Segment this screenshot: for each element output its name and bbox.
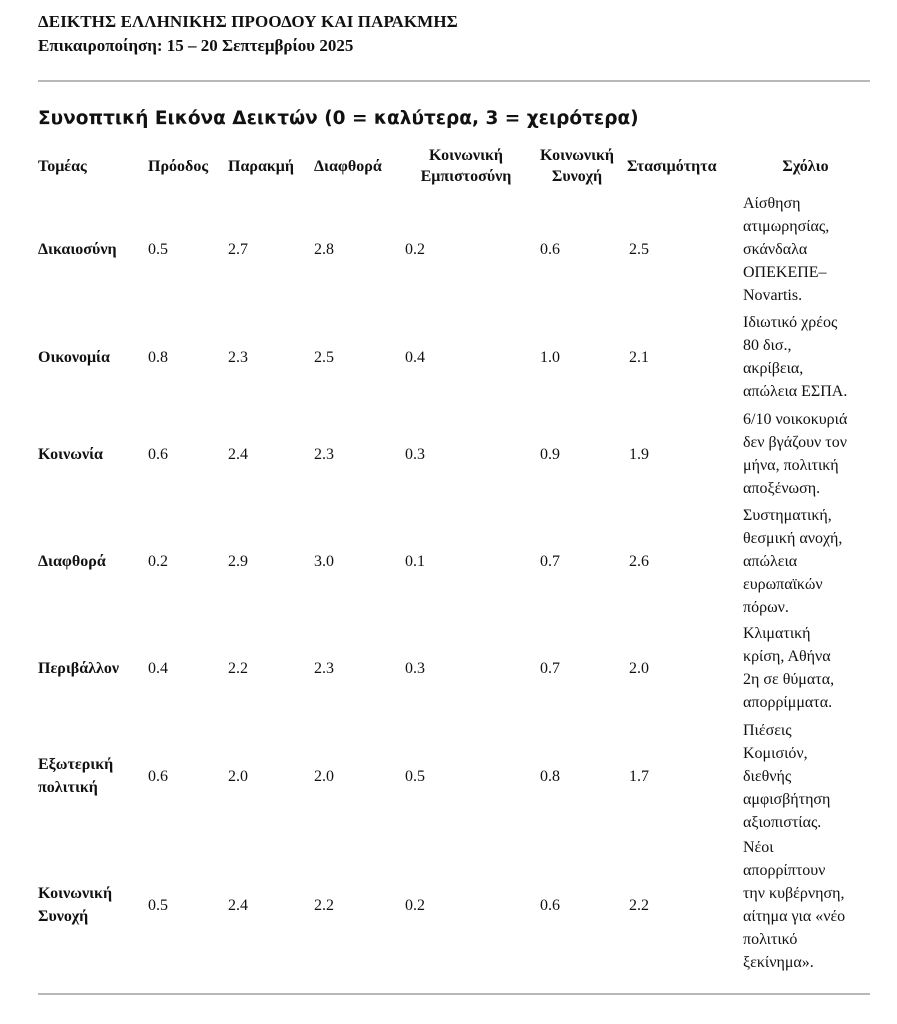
comment-line: πόρων. [743, 598, 789, 616]
header-comment: Σχόλιο [782, 157, 829, 175]
sector-cell [38, 190, 148, 308]
comment-line: Αίσθηση [743, 194, 801, 212]
stagnation-value: 2.0 [629, 659, 649, 677]
comment-line: 6/10 νοικοκυριά [743, 411, 848, 428]
corruption-value: 2.5 [314, 348, 334, 366]
table-row [38, 716, 868, 836]
progress-value: 0.5 [148, 240, 168, 258]
progress-value: 0.6 [148, 767, 168, 785]
document-title: ΔΕΙΚΤΗΣ ΕΛΛΗΝΙΚΗΣ ΠΡΟΟΔΟΥ ΚΑΙ ΠΑΡΑΚΜΗΣ [38, 12, 458, 31]
comment-line: Κλιματική [743, 625, 811, 642]
comment-line: διεθνής [743, 767, 792, 785]
progress-value: 0.5 [148, 896, 168, 914]
table-row [38, 406, 868, 502]
comment-line: Novartis. [743, 286, 803, 304]
progress-value: 0.2 [148, 552, 168, 570]
header-stagnation: Στασιμότητα [627, 157, 717, 175]
comment-cell [743, 620, 868, 716]
corruption-value: 2.2 [314, 896, 334, 914]
comment-line: πολιτικό [743, 931, 798, 948]
sector-cell [38, 406, 148, 502]
table-header-row [38, 142, 868, 190]
social-cohesion-value: 0.6 [540, 240, 560, 258]
sector-name: Δικαιοσύνη [38, 240, 117, 258]
header-social-trust [405, 142, 527, 190]
comment-line: Συστηματική, [743, 506, 832, 524]
comment-line: αποξένωση. [743, 480, 821, 497]
sector-name: Συνοχή [38, 908, 89, 925]
comment-cell [743, 190, 868, 308]
social-trust-value: 0.2 [405, 240, 425, 258]
sector-cell [38, 502, 148, 620]
comment-line: Ιδιωτικό χρέος [743, 314, 838, 331]
social-trust-value: 0.2 [405, 896, 425, 914]
sector-name: Κοινωνία [38, 445, 103, 463]
decline-value: 2.7 [228, 240, 248, 258]
sector-name: Οικονομία [38, 348, 110, 366]
comment-line: ξεκίνημα». [743, 954, 814, 971]
comment-line: κρίση, Αθήνα [743, 648, 831, 665]
stagnation-value: 2.1 [629, 348, 649, 366]
sector-cell [38, 836, 148, 974]
stagnation-value: 1.9 [629, 445, 649, 463]
table-row [38, 308, 868, 406]
stagnation-value: 2.6 [629, 552, 649, 570]
social-cohesion-value: 0.8 [540, 767, 560, 785]
progress-value: 0.8 [148, 348, 168, 366]
section-title: Συνοπτική Εικόνα Δεικτών (0 = καλύτερα, 3 = χειρότερα) [38, 108, 639, 129]
sector-name: Περιβάλλον [38, 659, 120, 677]
comment-line: 2η σε θύματα, [743, 671, 835, 688]
comment-line: απώλεια ΕΣΠΑ. [743, 383, 848, 400]
comment-line: μήνα, πολιτική [743, 457, 839, 474]
comment-line: απορρίμματα. [743, 694, 833, 711]
corruption-value: 3.0 [314, 552, 334, 570]
header-sector: Τομέας [38, 157, 87, 175]
header-decline: Παρακμή [228, 157, 294, 175]
sector-cell [38, 716, 148, 836]
sector-name: Διαφθορά [38, 552, 106, 570]
stagnation-value: 2.5 [629, 240, 649, 258]
header-social-trust-line1: Κοινωνική [428, 147, 504, 164]
social-cohesion-value: 1.0 [540, 348, 560, 366]
top-divider [38, 80, 870, 82]
comment-cell [743, 502, 868, 620]
comment-line: Νέοι [743, 839, 774, 856]
corruption-value: 2.0 [314, 767, 334, 785]
comment-line: δεν βγάζουν τον [743, 434, 847, 451]
comment-line: απορρίπτουν [743, 862, 826, 879]
comment-line: αξιοπιστίας. [743, 813, 822, 831]
comment-line: ΟΠΕΚΕΠΕ– [743, 263, 827, 281]
decline-value: 2.0 [228, 767, 248, 785]
comment-line: θεσμική ανοχή, [743, 529, 843, 547]
comment-line: αμφισβήτηση [743, 790, 831, 808]
comment-line: την κυβέρνηση, [743, 885, 845, 902]
indicators-table [38, 142, 868, 974]
social-cohesion-value: 0.6 [540, 896, 560, 914]
comment-line: σκάνδαλα [743, 240, 808, 258]
decline-value: 2.3 [228, 348, 248, 366]
sector-cell [38, 308, 148, 406]
table-row [38, 620, 868, 716]
comment-cell [743, 716, 868, 836]
table-row [38, 836, 868, 974]
comment-cell [743, 308, 868, 406]
comment-line: Πιέσεις [743, 721, 792, 739]
header-social-trust-line2: Εμπιστοσύνη [420, 168, 512, 185]
document-update-date: Επικαιροποίηση: 15 – 20 Σεπτεμβρίου 2025 [38, 36, 354, 55]
table-row [38, 190, 868, 308]
comment-line: ευρωπαϊκών [743, 575, 823, 593]
stagnation-value: 1.7 [629, 767, 649, 785]
header-corruption: Διαφθορά [314, 157, 382, 175]
sector-name: Κοινωνική [38, 885, 113, 902]
progress-value: 0.6 [148, 445, 168, 463]
header-social-cohesion [527, 142, 627, 190]
decline-value: 2.4 [228, 445, 248, 463]
table-row [38, 502, 868, 620]
decline-value: 2.4 [228, 896, 248, 914]
sector-cell [38, 620, 148, 716]
bottom-divider [38, 993, 870, 995]
comment-line: απώλεια [743, 552, 798, 570]
decline-value: 2.9 [228, 552, 248, 570]
social-trust-value: 0.5 [405, 767, 425, 785]
sector-name: πολιτική [38, 779, 98, 796]
comment-line: ακρίβεια, [743, 360, 804, 377]
social-trust-value: 0.3 [405, 659, 425, 677]
comment-line: 80 δισ., [743, 337, 792, 354]
corruption-value: 2.3 [314, 659, 334, 677]
comment-cell [743, 836, 868, 974]
social-cohesion-value: 0.9 [540, 445, 560, 463]
header-social-cohesion-line2: Συνοχή [551, 168, 603, 185]
stagnation-value: 2.2 [629, 896, 649, 914]
social-cohesion-value: 0.7 [540, 552, 560, 570]
corruption-value: 2.8 [314, 240, 334, 258]
sector-name: Εξωτερική [38, 756, 114, 773]
progress-value: 0.4 [148, 659, 168, 677]
comment-cell [743, 406, 868, 502]
header-progress: Πρόοδος [148, 157, 209, 175]
social-cohesion-value: 0.7 [540, 659, 560, 677]
table-body [38, 190, 868, 974]
comment-line: ατιμωρησίας, [743, 217, 830, 235]
decline-value: 2.2 [228, 659, 248, 677]
comment-line: Κομισιόν, [743, 744, 808, 762]
corruption-value: 2.3 [314, 445, 334, 463]
header-social-cohesion-line1: Κοινωνική [539, 147, 615, 164]
social-trust-value: 0.1 [405, 552, 425, 570]
social-trust-value: 0.3 [405, 445, 425, 463]
comment-line: αίτημα για «νέο [743, 908, 846, 925]
social-trust-value: 0.4 [405, 348, 425, 366]
